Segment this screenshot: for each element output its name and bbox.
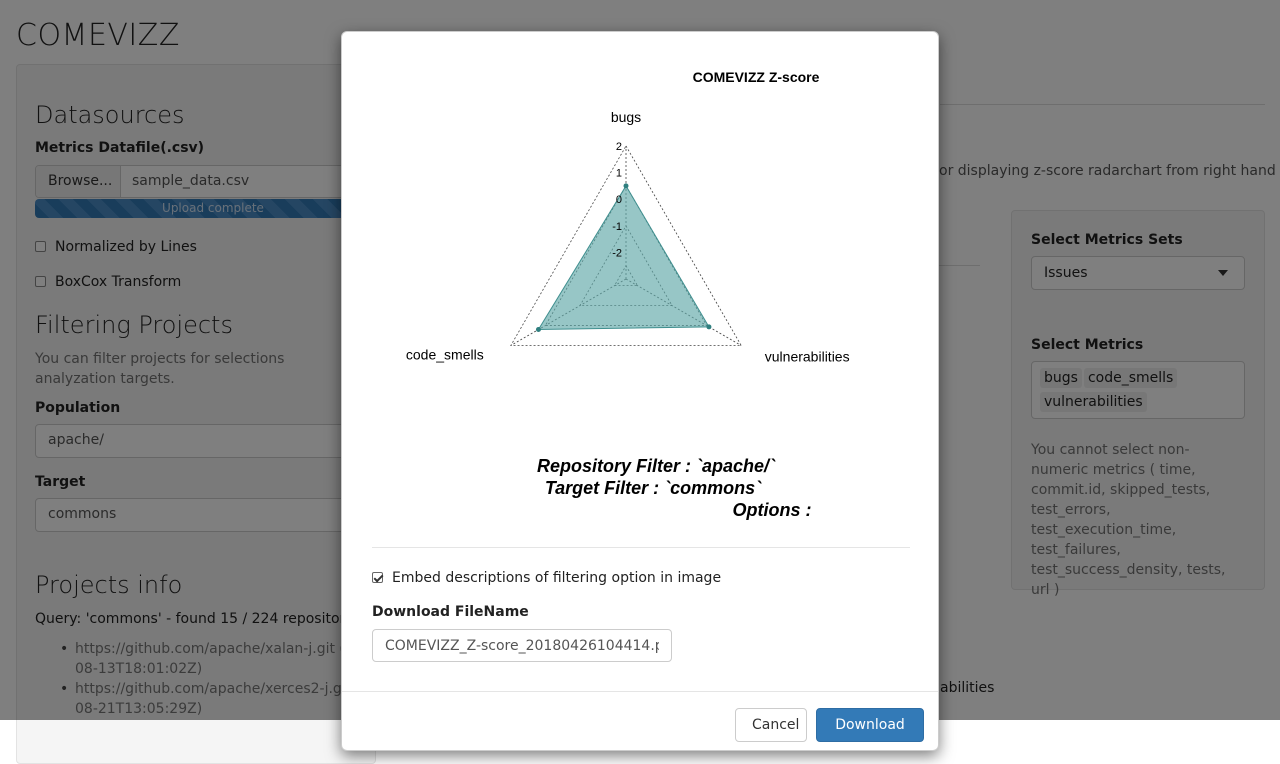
radar-data-point <box>536 327 541 332</box>
filter-repo-text: Repository Filter : `apache/` <box>536 456 776 476</box>
radar-tick-label: -1 <box>612 220 622 233</box>
chart-title: COMEVIZZ Z-score <box>692 69 820 85</box>
filter-options-text: Options : <box>732 500 812 520</box>
radar-series-area <box>538 186 708 330</box>
radar-axis-label: bugs <box>610 109 642 125</box>
radar-tick-label: 0 <box>615 194 622 207</box>
embed-checkbox[interactable] <box>372 572 383 583</box>
download-button[interactable]: Download <box>816 708 924 742</box>
radar-data-point <box>706 324 711 329</box>
radar-axis-label: code_smells <box>405 346 484 363</box>
modal-separator <box>372 547 910 548</box>
download-modal <box>341 31 939 751</box>
filter-target-text: Target Filter : `commons` <box>544 478 762 498</box>
cancel-button[interactable]: Cancel <box>735 708 807 742</box>
modal-footer-divider <box>342 691 938 692</box>
radar-tick-label: -2 <box>612 247 622 260</box>
filename-input[interactable] <box>372 629 672 662</box>
embed-checkbox-row[interactable] <box>372 570 721 586</box>
radar-tick-label: 1 <box>615 167 622 180</box>
radar-axis-label: vulnerabilities <box>764 348 850 365</box>
radar-data-point <box>624 183 629 188</box>
radar-tick-label: 2 <box>615 141 622 153</box>
filename-label: Download FileName <box>372 604 529 620</box>
radar-chart <box>342 32 940 542</box>
embed-label: Embed descriptions of filtering option in image <box>392 570 722 586</box>
